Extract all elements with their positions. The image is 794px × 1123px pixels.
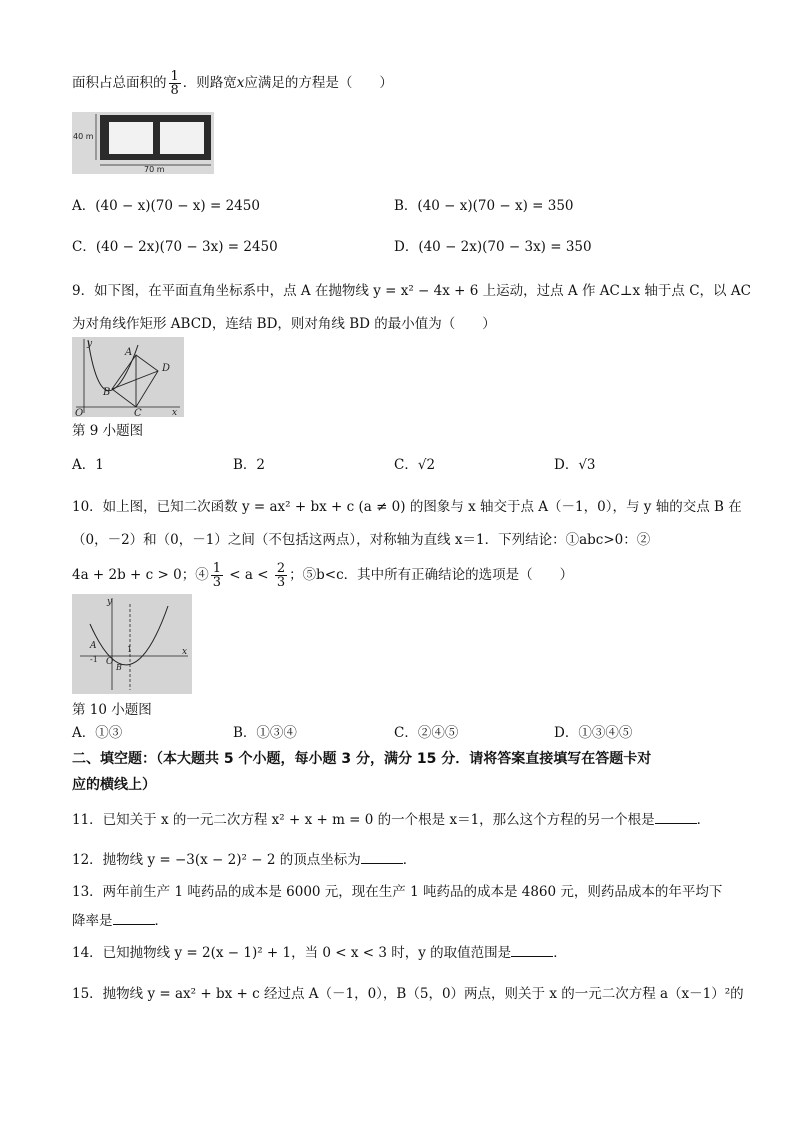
q9-option-c[interactable]: C．√2 [394, 457, 436, 473]
q9-fig-c: C [134, 408, 142, 417]
section2-heading-line2: 应的横线上） [72, 777, 156, 793]
q9-stem-line1: 9．如下图，在平面直角坐标系中，点 A 在抛物线 y = x² − 4x + 6 上运动，过点 A 作 AC⊥x 轴于点 C，以 AC [72, 283, 751, 299]
q10-fig-b: B [116, 663, 122, 672]
q9-fig-a: A [125, 347, 133, 358]
q10-option-b[interactable]: B．①③④ [233, 725, 297, 741]
q9-fig-b: B [103, 387, 111, 398]
q10-fig-one: 1 [127, 645, 133, 654]
q14: 14．已知抛物线 y = 2(x − 1)² + 1，当 0 < x < 3 时，y 的取值范围是 ． [72, 942, 567, 963]
q10-fig-x: x [182, 647, 188, 657]
q8-option-b[interactable]: B．(40 − x)(70 − x) = 350 [394, 198, 574, 214]
q10-figure [72, 594, 192, 694]
q9-figure [72, 337, 184, 417]
q10-stem-line2: （0，－2）和（0，－1）之间（不包括这两点），对称轴为直线 x＝1．下列结论：①abc>0：② [72, 532, 651, 548]
q13-answer-blank[interactable] [113, 910, 155, 925]
q15-line1: 15．抛物线 y = ax² + bx + c 经过点 A（－1，0），B（5，0）两点，则关于 x 的一元二次方程 a（x－1）²的 [72, 986, 744, 1002]
q8-stem: 面积占总面积的 $\frac{1}{8}$ ．则路宽x应满足的方程是（ ） [72, 69, 393, 98]
q9-option-d[interactable]: D．√3 [554, 457, 596, 473]
q10-fig-a: A [90, 641, 97, 651]
q11-answer-blank[interactable] [655, 809, 697, 824]
q10-option-d[interactable]: D．①③④⑤ [554, 725, 633, 741]
q8-fig-width-label: 70 m [144, 165, 165, 174]
q8-option-c[interactable]: C．(40 − 2x)(70 − 3x) = 2450 [72, 239, 278, 255]
q10-fig-o: O [106, 657, 114, 667]
q10-frac-1: $\frac{1}{3}$ [212, 561, 221, 590]
q10-fig-minus1: -1 [90, 655, 98, 664]
q9-stem-line2: 为对角线作矩形 ABCD，连结 BD，则对角线 BD 的最小值为（ ） [72, 316, 496, 332]
q9-option-b[interactable]: B．2 [233, 457, 266, 473]
q12: 12．抛物线 y = −3(x − 2)² − 2 的顶点坐标为 ． [72, 849, 416, 870]
q10-stem-line3: 4a + 2b + c > 0；④ $\frac{1}{3}$ < a < $\frac{2}{3}$ ；⑤b<c．其中所有正确结论的选项是（ ） [72, 561, 574, 590]
q8-text: 面积占总面积的 [72, 75, 167, 91]
q12-answer-blank[interactable] [361, 849, 403, 864]
q8-option-a[interactable]: A．(40 − x)(70 − x) = 2450 [72, 198, 260, 214]
q9-caption: 第 9 小题图 [72, 423, 144, 439]
q14-answer-blank[interactable] [511, 942, 553, 957]
q10-option-a[interactable]: A．①③ [72, 725, 123, 741]
q8-fig-height-label: 40 m [73, 132, 94, 141]
section2-heading-line1: 二、填空题：（本大题共 5 个小题，每小题 3 分，满分 15 分．请将答案直接填写在答题卡对 [72, 751, 652, 767]
q9-option-a[interactable]: A．1 [72, 457, 104, 473]
q11: 11．已知关于 x 的一元二次方程 x² + x + m = 0 的一个根是 x＝1，那么这个方程的另一个根是 ． [72, 809, 710, 830]
q9-fig-d: D [162, 363, 171, 374]
q8-fraction: $\frac{1}{8}$ [170, 69, 179, 98]
q10-fig-y: y [107, 597, 113, 607]
q9-fig-x: x [172, 408, 178, 417]
q8-figure [72, 112, 214, 174]
q10-frac-2: $\frac{2}{3}$ [276, 561, 286, 590]
q13-line1: 13．两年前生产 1 吨药品的成本是 6000 元，现在生产 1 吨药品的成本是 4860 元，则药品成本的年平均下 [72, 884, 723, 900]
q13-line2: 降率是 ． [72, 910, 168, 931]
q9-fig-o: O [75, 408, 84, 417]
q10-option-c[interactable]: C．②④⑤ [394, 725, 459, 741]
q9-fig-y: y [87, 339, 93, 349]
q10-caption: 第 10 小题图 [72, 702, 152, 718]
q8-option-d[interactable]: D．(40 − 2x)(70 − 3x) = 350 [394, 239, 592, 255]
q10-stem-line1: 10．如上图，已知二次函数 y = ax² + bx + c (a ≠ 0) 的图象与 x 轴交于点 A（－1，0），与 y 轴的交点 B 在 [72, 499, 742, 515]
